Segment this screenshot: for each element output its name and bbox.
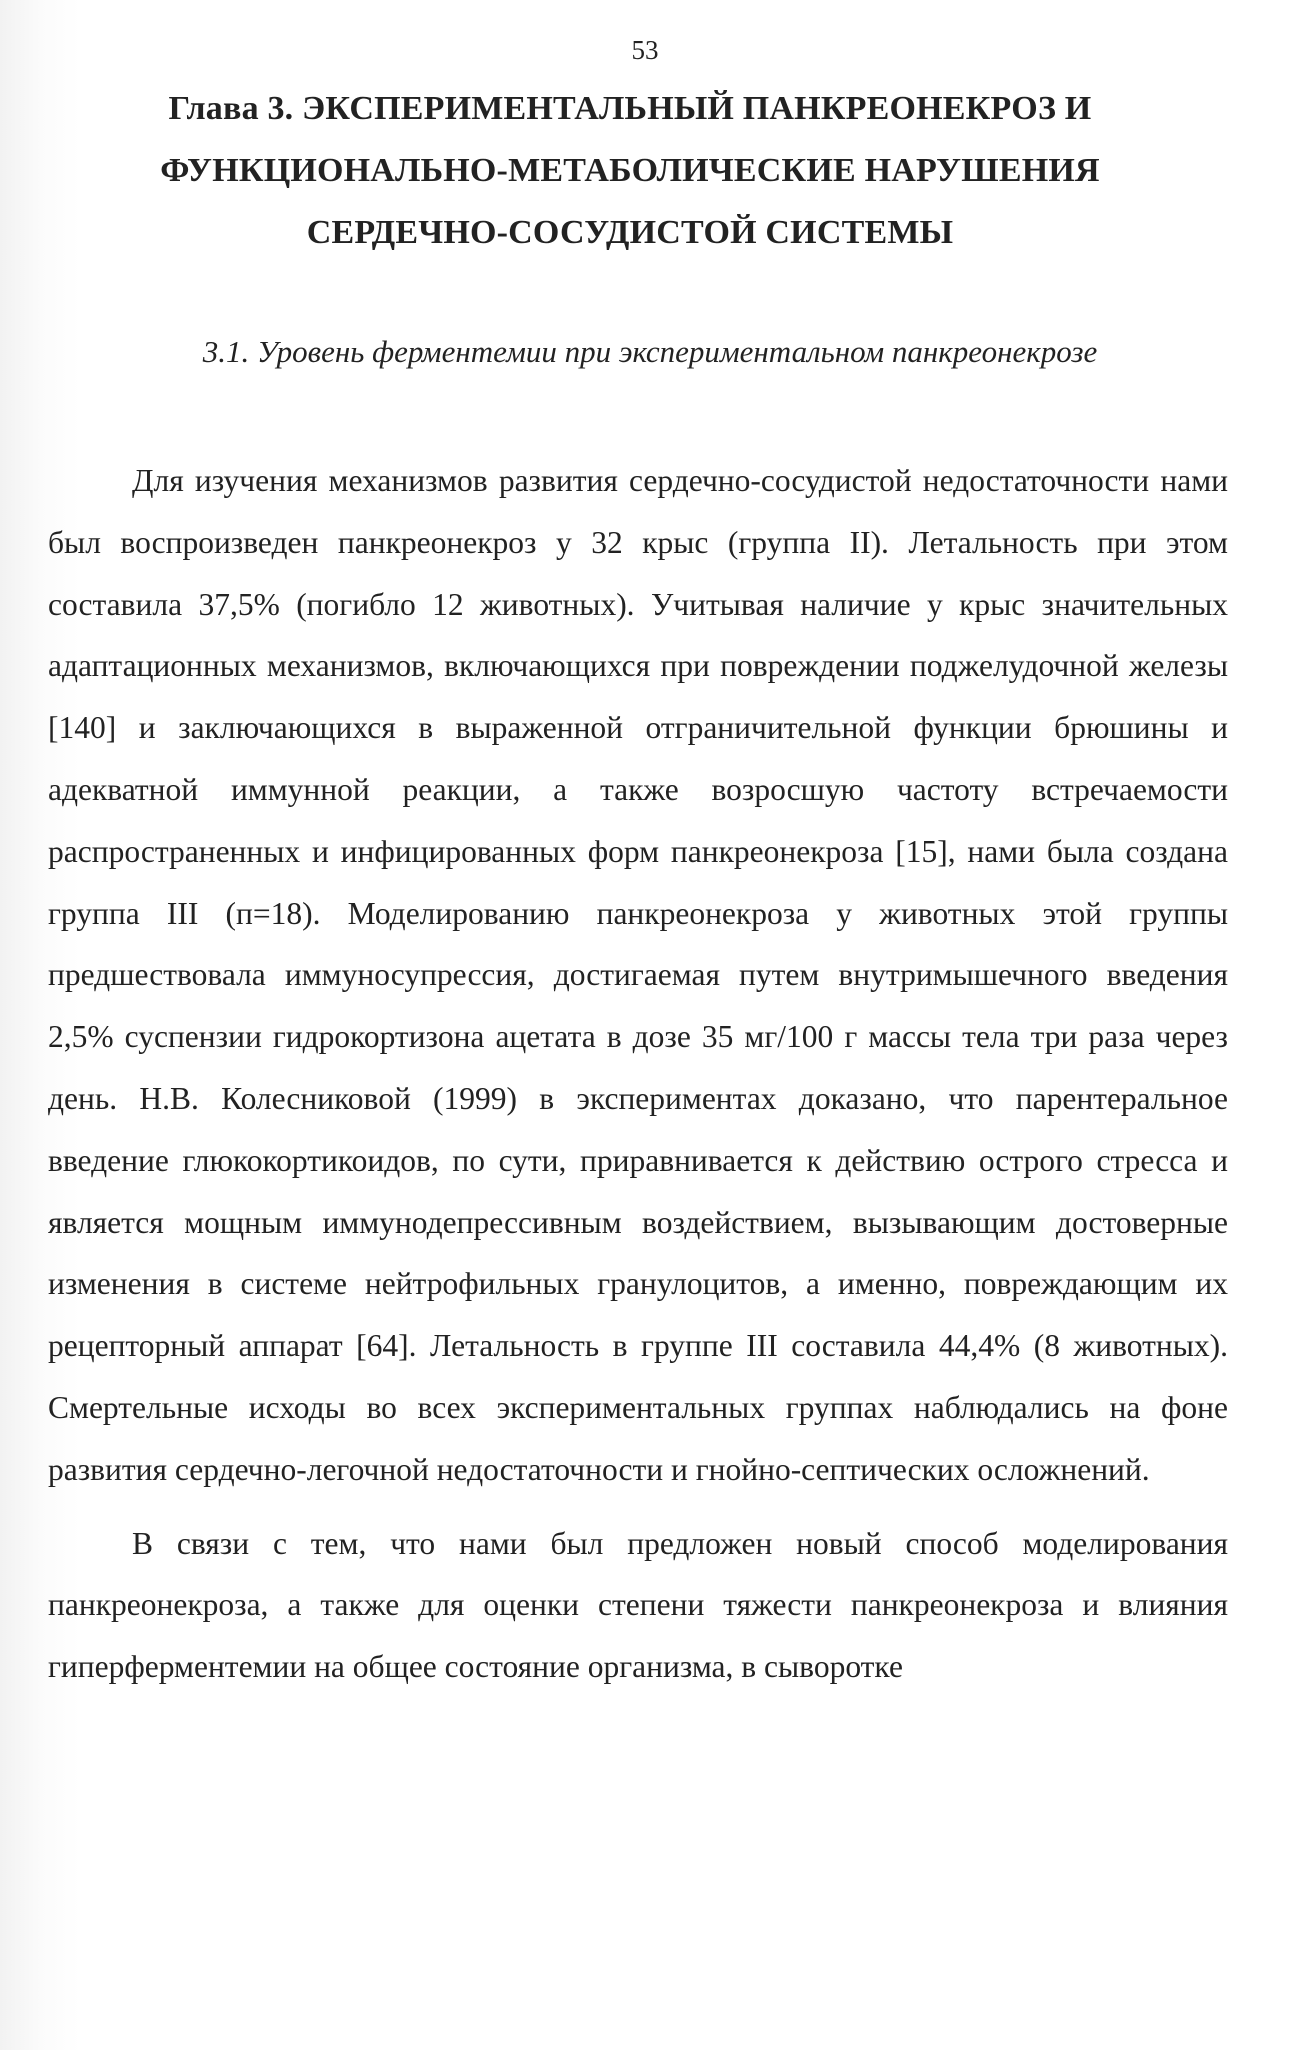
- body-text: [48, 450, 1228, 1698]
- chapter-title-line: ФУНКЦИОНАЛЬНО-МЕТАБОЛИЧЕСКИЕ НАРУШЕНИЯ: [160, 152, 1100, 189]
- section-title: 3.1. Уровень ферментемии при экспериментальном панкреонекрозе: [202, 334, 1098, 369]
- paragraph: Для изучения механизмов развития сердечно-сосудистой недостаточности нами был воспроизведен панкреонекроз у 32 крыс (группа II). Летальность при этом составила 37,5% (погибло 12 животных). Учитывая наличие у крыс значительных адаптационных механизмов, включающихся при повреждении поджелудочной железы [140] и заключающихся в выраженной отграничительной функции брюшины и адекватной иммунной реакции, а также возросшую частоту встречаемости распространенных и инфицированных форм панкреонекроза [15], нами была создана группа III (п=18). Моделированию панкреонекроза у животных этой группы предшествовала иммуносупрессия, достигаемая путем внутримышечного введения 2,5% суспензии гидрокортизона ацетата в дозе 35 мг/100 г массы тела три раза через день. Н.В. Колесниковой (1999) в экспериментах доказано, что парентеральное введение глюкокортикоидов, по сути, приравнивается к действию острого стресса и является мощным иммунодепрессивным воздействием, вызывающим достоверные изменения в системе нейтрофильных гранулоцитов, а именно, повреждающим их рецепторный аппарат [64]. Летальность в группе III составила 44,4% (8 животных). Смертельные исходы во всех экспериментальных группах наблюдались на фоне развития сердечно-легочной недостаточности и гнойно-септических осложнений.: [48, 463, 1228, 1487]
- chapter-title: [120, 78, 1140, 264]
- chapter-title-line: СЕРДЕЧНО-СОСУДИСТОЙ СИСТЕМЫ: [306, 214, 954, 251]
- paragraph: В связи с тем, что нами был предложен новый способ моделирования панкреонекроза, а также для оценки степени тяжести панкреонекроза и влияния гиперферментемии на общее состояние организма, в сыворотке: [48, 1525, 1228, 1685]
- page-number: 53: [631, 35, 659, 65]
- chapter-title-line: Глава 3. ЭКСПЕРИМЕНТАЛЬНЫЙ ПАНКРЕОНЕКРОЗ И: [168, 90, 1092, 127]
